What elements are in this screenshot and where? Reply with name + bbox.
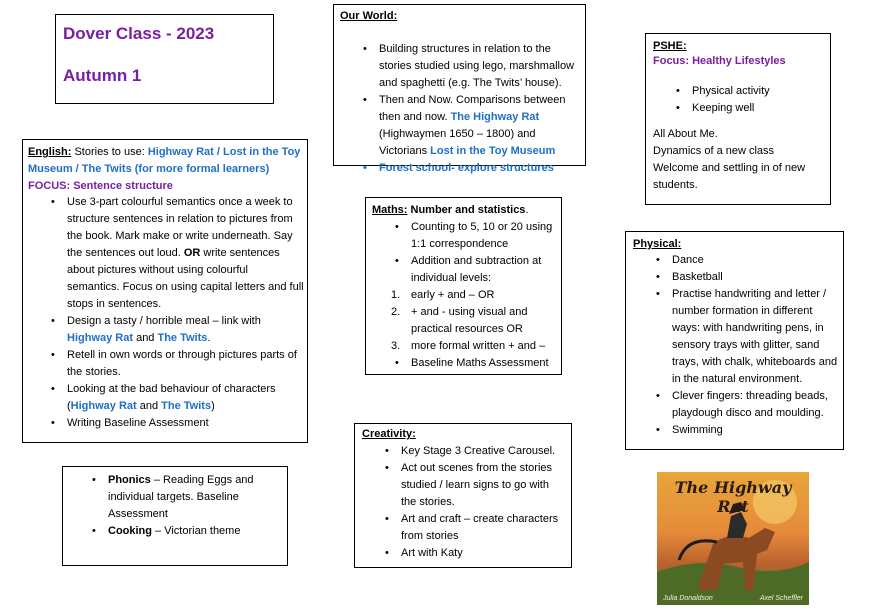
term-title: Autumn 1 [63, 66, 142, 85]
list-item: • Looking at the bad behaviour of characters (Highway Rat and The Twits) [67, 381, 305, 415]
maths-heading: Maths: Number and statistics. [372, 204, 529, 216]
maths-box [365, 197, 562, 375]
list-item: • Retell in own words or through pictures parts of the stories. [67, 347, 305, 381]
class-title: Dover Class - 2023 [63, 24, 215, 43]
pshe-paragraph: All About Me. Dynamics of a new class Welcome and settling in of new students. [653, 128, 806, 191]
physical-heading: Physical: [633, 238, 682, 250]
list-item: • Then and Now. Comparisons between then and now. The Highway Rat (Highwaymen 1650 – 1800) and Victorians Lost in the Toy Museum [379, 92, 584, 160]
list-item: 2. + and - using visual and practical resources OR [391, 306, 528, 335]
list-item: • Phonics – Reading Eggs and individual targets. Baseline Assessment [108, 472, 284, 523]
list-item: • Key Stage 3 Creative Carousel. [401, 443, 571, 460]
physical-box [625, 231, 844, 450]
list-item: 1. early + and – OR [391, 289, 495, 301]
list-item: • Cooking – Victorian theme [108, 523, 284, 540]
list-item: • Art and craft – create characters from stories [401, 511, 571, 545]
list-item: • Clever fingers: threading beads, playdough disco and moulding. [672, 388, 842, 422]
list-item: • Forest school- explore structures [379, 160, 584, 177]
book-cover-image [657, 472, 809, 605]
list-item: • Baseline Maths Assessment [411, 355, 559, 372]
list-item: • Building structures in relation to the stories studied using lego, marshmallow and spaghetti (e.g. The Twits’ house). [379, 41, 584, 92]
creativity-box [354, 423, 572, 568]
list-item: • Basketball [672, 269, 842, 286]
list-item: • Art with Katy [401, 545, 571, 562]
pshe-heading: PSHE: [653, 40, 687, 52]
list-item: • Design a tasty / horrible meal – link with Highway Rat and The Twits. [67, 313, 305, 347]
creativity-heading: Creativity: [362, 428, 416, 440]
our-world-heading: Our World: [340, 10, 398, 22]
list-item: • Act out scenes from the stories studied / learn signs to go with the stories. [401, 460, 571, 511]
book-title: The Highway Rat [674, 478, 792, 516]
list-item: 3. more formal written + and – [391, 340, 546, 352]
list-item: • Swimming [672, 422, 842, 439]
list-item: • Keeping well [692, 100, 822, 117]
book-author: Julia Donaldson [663, 595, 713, 602]
list-item: • Use 3-part colourful semantics once a week to structure sentences in relation to pictures from the book. Mark make or write underneath. Say the sentences out loud. OR write sentences about pictures without using colourful semantics. Focus on using capital letters and full stops in sentences. [67, 194, 305, 313]
list-item: • Practise handwriting and letter / number formation in different ways: with handwriting pens, in sensory trays with glitter, sand trays, with chalk, whiteboards and in the natural environment. [672, 286, 842, 388]
our-world-box [333, 4, 586, 174]
list-item: • Addition and subtraction at individual levels: [411, 253, 559, 287]
pshe-focus: Focus: Healthy Lifestyles [653, 55, 786, 67]
title-box [55, 14, 274, 104]
list-item: • Counting to 5, 10 or 20 using 1:1 correspondence [411, 219, 559, 253]
list-item: • Dance [672, 252, 842, 269]
list-item: • Physical activity [692, 83, 822, 100]
phonics-box [62, 466, 288, 566]
english-box [22, 139, 308, 443]
pshe-box [645, 33, 831, 205]
english-intro: English: Stories to use: Highway Rat / Lost in the Toy Museum / The Twits (for more formal learners) FOCUS: Sentence structure [28, 146, 301, 192]
book-illustrator: Axel Scheffler [759, 595, 803, 602]
list-item: • Writing Baseline Assessment [67, 415, 305, 432]
